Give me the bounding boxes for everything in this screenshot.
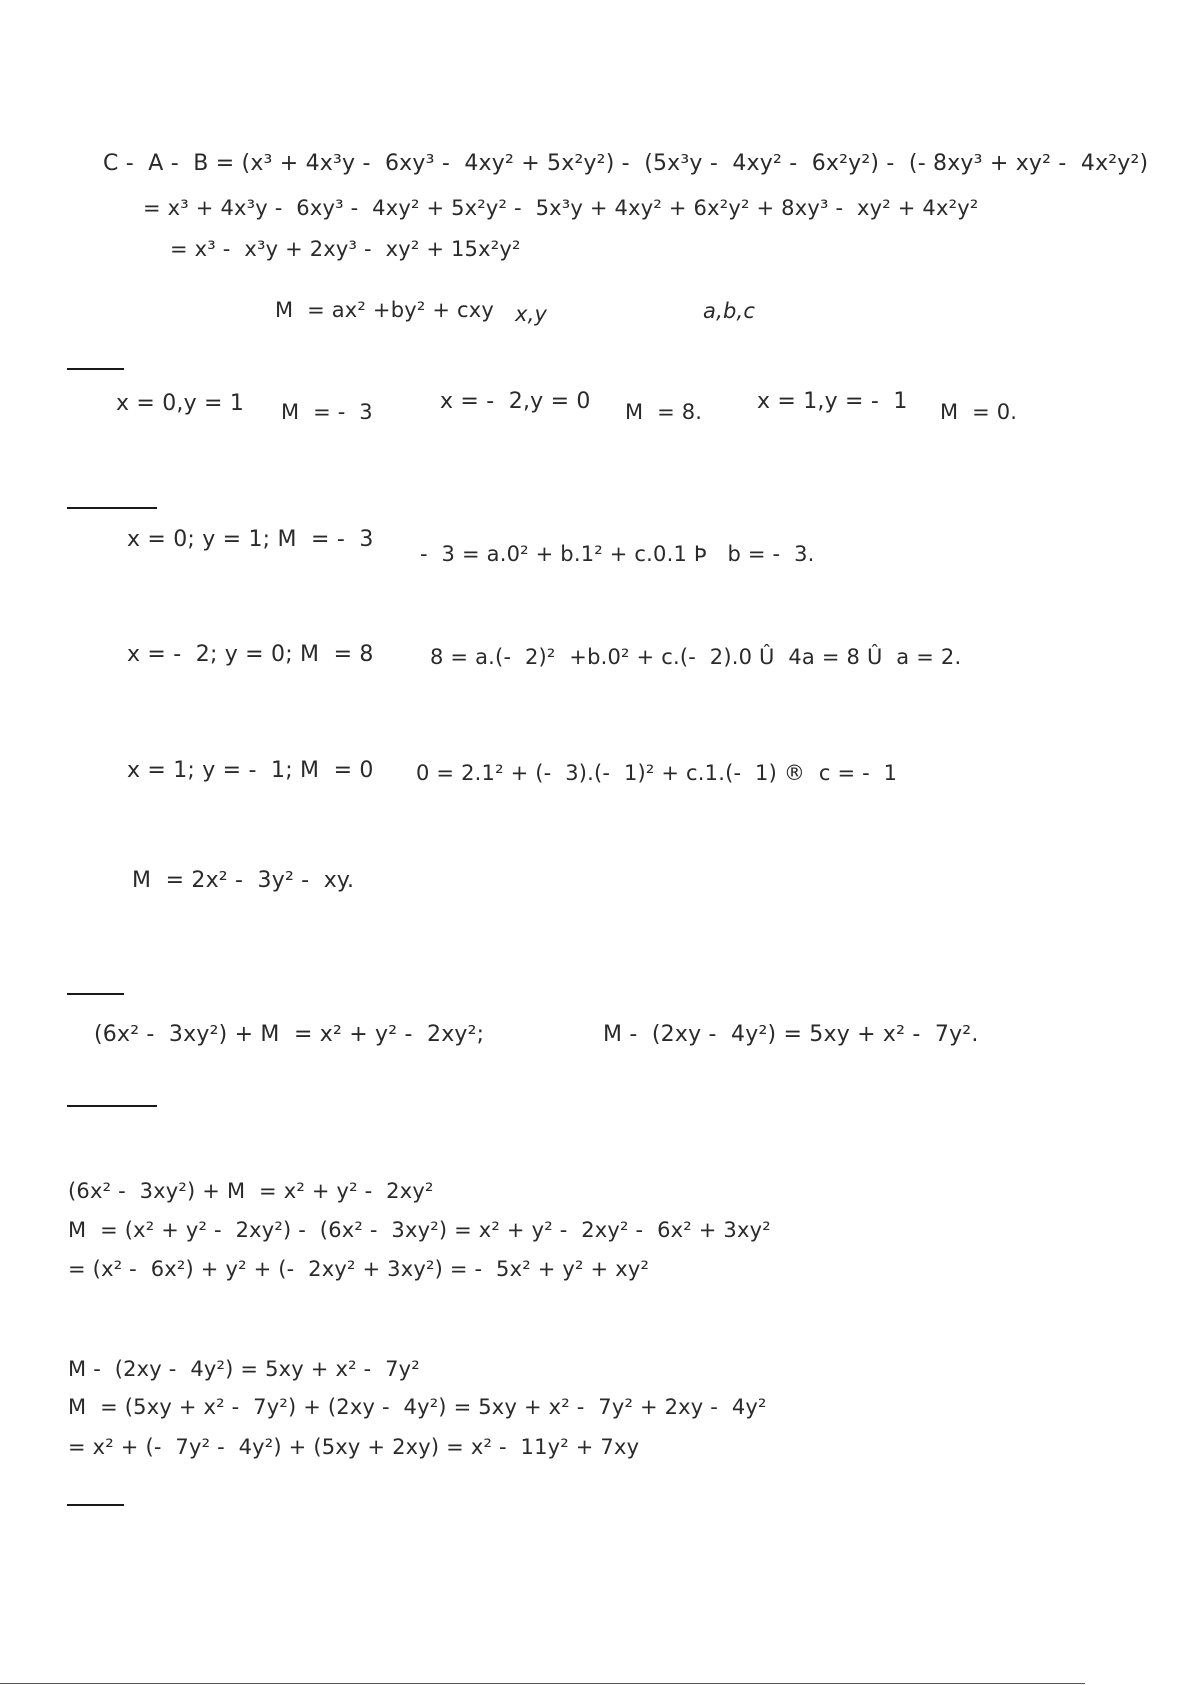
expression-line-3: = x³ - x³y + 2xy³ - xy² + 15x²y²	[170, 237, 521, 261]
condition-2-value: M = 8.	[625, 400, 703, 424]
step-1-equation: - 3 = a.0² + b.1² + c.0.1 Þ b = - 3.	[420, 542, 815, 566]
section-underline-4	[67, 1105, 157, 1107]
step-3-condition: x = 1; y = - 1; M = 0	[127, 758, 374, 783]
condition-1: x = 0,y = 1	[116, 391, 245, 416]
solution-a-line-3: = (x² - 6x²) + y² + (- 2xy² + 3xy²) = - 5x² + y² + xy²	[68, 1257, 650, 1281]
polynomial-form: M = ax² +by² + cxy	[275, 298, 495, 322]
variables-label: x,y	[515, 302, 548, 326]
section-underline-5	[67, 1504, 124, 1506]
solution-b-line-1: M - (2xy - 4y²) = 5xy + x² - 7y²	[68, 1357, 420, 1381]
section-underline-2	[67, 507, 157, 509]
result-polynomial: M = 2x² - 3y² - xy.	[132, 868, 355, 893]
solution-b-line-2: M = (5xy + x² - 7y²) + (2xy - 4y²) = 5xy + x² - 7y² + 2xy - 4y²	[68, 1395, 767, 1419]
condition-1-value: M = - 3	[281, 400, 373, 424]
solution-a-line-2: M = (x² + y² - 2xy²) - (6x² - 3xy²) = x² + y² - 2xy² - 6x² + 3xy²	[68, 1218, 771, 1242]
condition-3: x = 1,y = - 1	[757, 389, 908, 414]
step-3-equation: 0 = 2.1² + (- 3).(- 1)² + c.1.(- 1) ® c = - 1	[416, 761, 898, 785]
step-2-condition: x = - 2; y = 0; M = 8	[127, 642, 374, 667]
coefficients-label: a,b,c	[703, 299, 756, 323]
expression-line-1: C - A - B = (x³ + 4x³y - 6xy³ - 4xy² + 5x²y²) - (5x³y - 4xy² - 6x²y²) - (- 8xy³ + xy² - 4x²y²)	[103, 151, 1149, 176]
condition-2: x = - 2,y = 0	[440, 389, 591, 414]
condition-3-value: M = 0.	[940, 400, 1018, 424]
section-underline-1	[67, 368, 124, 370]
section-underline-3	[67, 993, 124, 995]
solution-a-line-1: (6x² - 3xy²) + M = x² + y² - 2xy²	[68, 1179, 434, 1203]
page-footer-rule	[0, 1683, 1085, 1684]
solution-b-line-3: = x² + (- 7y² - 4y²) + (5xy + 2xy) = x² - 11y² + 7xy	[68, 1435, 640, 1459]
expression-line-2: = x³ + 4x³y - 6xy³ - 4xy² + 5x²y² - 5x³y + 4xy² + 6x²y² + 8xy³ - xy² + 4x²y²	[143, 196, 979, 220]
problem-equation-b: M - (2xy - 4y²) = 5xy + x² - 7y².	[603, 1022, 979, 1047]
step-2-equation: 8 = a.(- 2)² +b.0² + c.(- 2).0 Û 4a = 8 Û a = 2.	[430, 645, 962, 669]
problem-equation-a: (6x² - 3xy²) + M = x² + y² - 2xy²;	[94, 1022, 485, 1047]
step-1-condition: x = 0; y = 1; M = - 3	[127, 527, 374, 552]
